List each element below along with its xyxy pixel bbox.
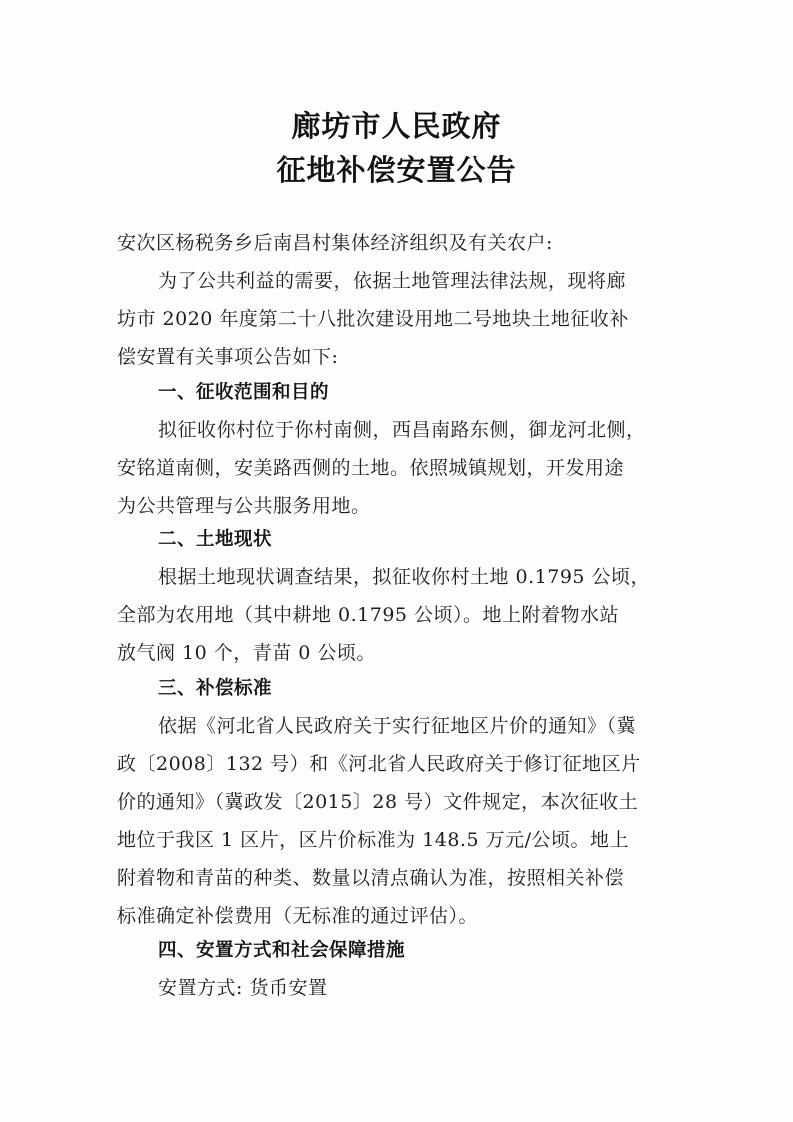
section-3-heading: 三、补偿标准 (158, 678, 273, 699)
addressee: 安次区杨税务乡后南昌村集体经济组织及有关农户: (117, 232, 553, 254)
section-3-line-1: 依据《河北省人民政府关于实行征地区片价的通知》（冀 (158, 715, 637, 737)
section-2-line-1: 根据土地现状调查结果，拟征收你村土地 0.1795 公顷， (158, 566, 651, 588)
section-4-heading: 四、安置方式和社会保障措施 (158, 940, 406, 961)
document-title-line-1: 廊坊市人民政府 (291, 109, 502, 143)
intro-line-1: 为了公共利益的需要，依据土地管理法律法规，现将廊 (158, 270, 627, 292)
section-3-line-5: 附着物和青苗的种类、数量以清点确认为准，按照相关补偿 (117, 867, 625, 889)
intro-line-3: 偿安置有关事项公告如下: (117, 346, 339, 368)
intro-line-2: 坊市 2020 年度第二十八批次建设用地二号地块土地征收补 (117, 308, 629, 330)
section-1-line-3: 为公共管理与公共服务用地。 (117, 495, 371, 517)
section-3-line-2: 政〔2008〕132 号）和《河北省人民政府关于修订征地区片 (117, 753, 641, 775)
section-4-line-1: 安置方式: 货币安置 (158, 977, 328, 999)
document-title-line-2: 征地补偿安置公告 (276, 153, 517, 187)
section-2-line-3: 放气阀 10 个，青苗 0 公顷。 (117, 642, 376, 664)
section-3-line-6: 标准确定补偿费用（无标准的通过评估）。 (117, 905, 479, 927)
section-3-line-4: 地位于我区 1 区片，区片价标准为 148.5 万元/公顷。地上 (117, 829, 630, 851)
section-2-heading: 二、土地现状 (158, 529, 273, 550)
section-3-line-3: 价的通知》（冀政发〔2015〕28 号）文件规定，本次征收土 (117, 791, 639, 813)
section-1-line-2: 安铭道南侧，安美路西侧的土地。依照城镇规划，开发用途 (117, 457, 625, 479)
section-2-line-2: 全部为农用地（其中耕地 0.1795 公顷）。地上附着物水站 (117, 604, 620, 626)
section-1-heading: 一、征收范围和目的 (158, 382, 330, 403)
section-1-line-1: 拟征收你村位于你村南侧，西昌南路东侧，御龙河北侧， (158, 419, 646, 441)
